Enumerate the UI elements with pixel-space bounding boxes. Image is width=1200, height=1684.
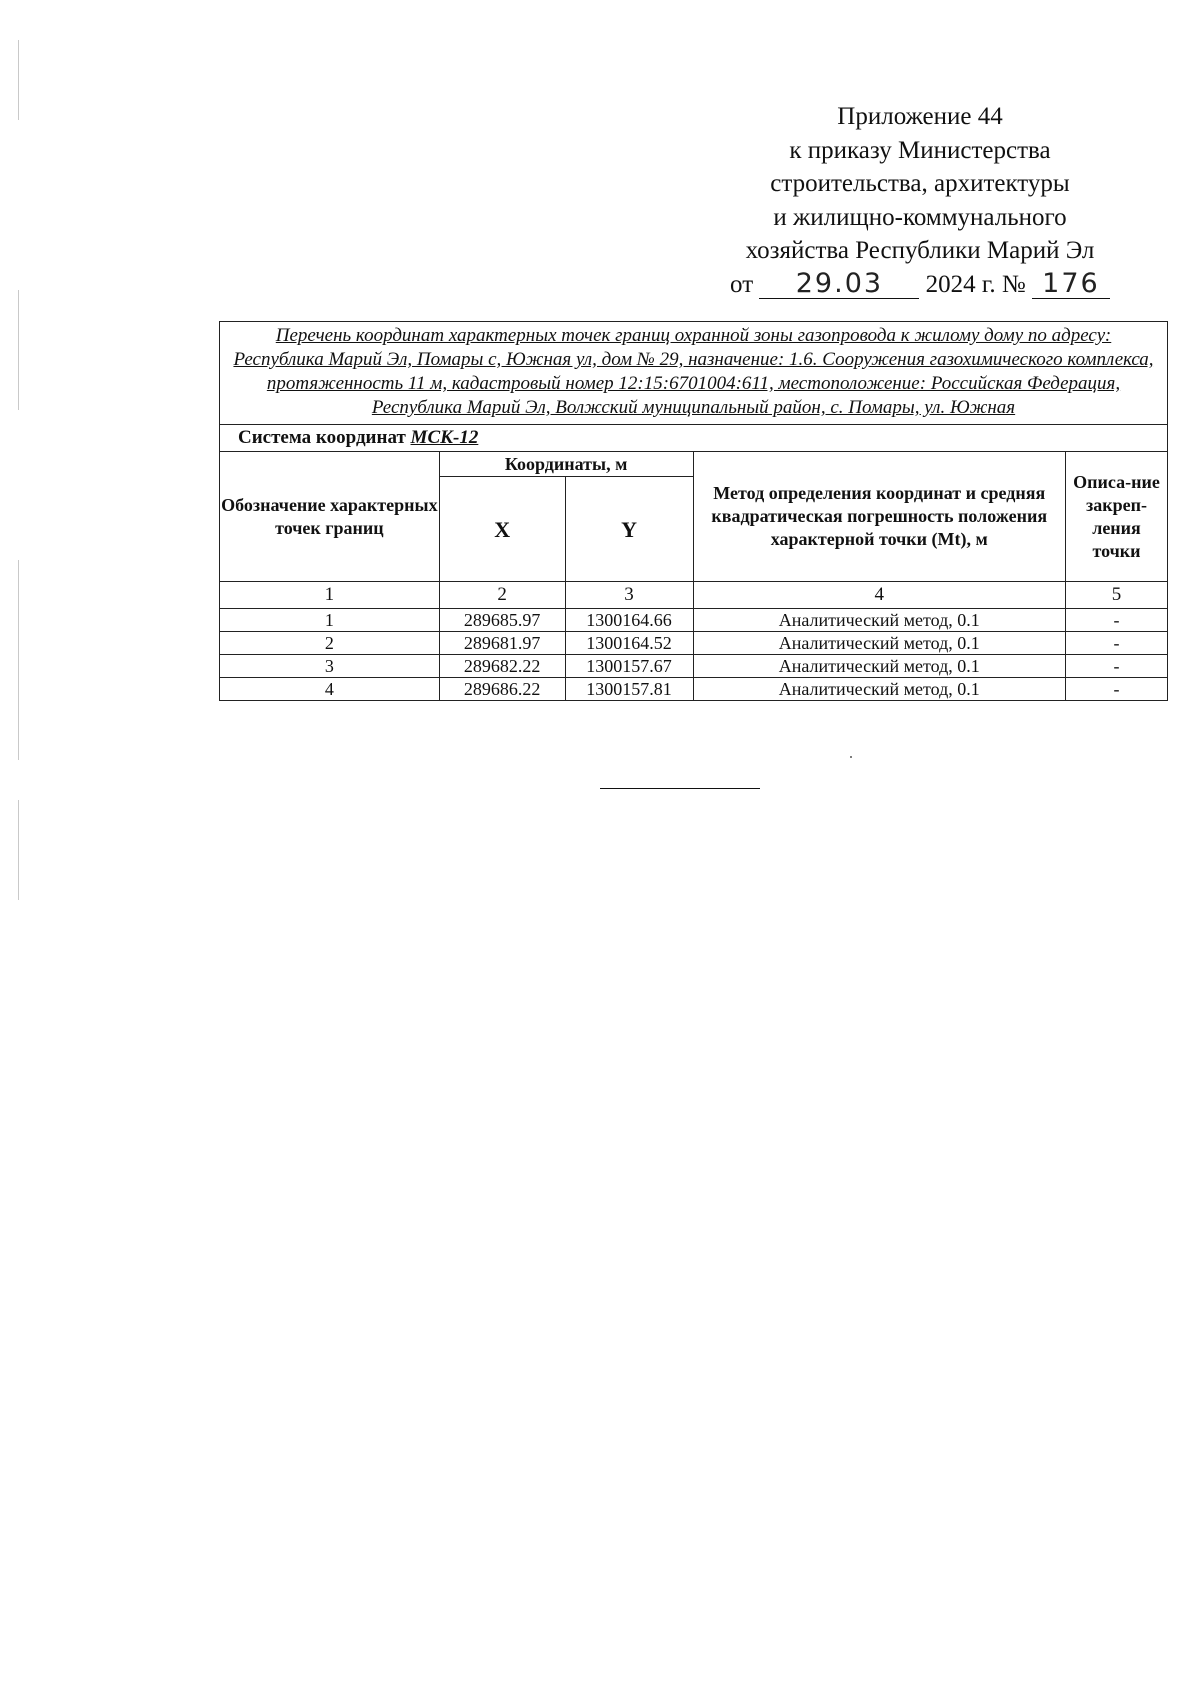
appendix-line: к приказу Министерства bbox=[789, 136, 1051, 164]
scan-margin-mark bbox=[18, 560, 19, 760]
header-y: Y bbox=[565, 477, 693, 582]
table-caption: Перечень координат характерных точек границ охранной зоны газопровода к жилому дому по адресу: Республика Марий Эл, Помары с, Южная ул, дом № 29, назначение: 1.6. Сооружения газохимического комплекса, протяженность 11 м, кадастровый номер 12:15:6701004:611, местоположение: Российская Федерация, Республика Марий Эл, Волжский муниципальный район, с. Помары, ул. Южная bbox=[220, 322, 1168, 425]
column-index-row bbox=[220, 582, 1168, 609]
column-index: 4 bbox=[693, 582, 1066, 609]
cell-point: 2 bbox=[220, 632, 440, 655]
appendix-line: Приложение 44 bbox=[837, 103, 1003, 130]
column-index: 3 bbox=[565, 582, 693, 609]
header-coordinates: Координаты, м bbox=[439, 452, 693, 477]
scan-speck bbox=[850, 756, 852, 758]
appendix-line: строительства, архитектуры bbox=[770, 170, 1070, 197]
cell-point: 3 bbox=[220, 655, 440, 678]
coordinate-system-label: Система координат bbox=[238, 427, 406, 448]
header-method: Метод определения координат и средняя квадратическая погрешность положения характерной точки (Mt), м bbox=[693, 452, 1066, 582]
cell-description: - bbox=[1066, 609, 1168, 632]
order-date-line bbox=[700, 268, 1140, 302]
scan-margin-mark bbox=[18, 290, 19, 410]
table-row bbox=[220, 678, 1168, 701]
column-index: 1 bbox=[220, 582, 440, 609]
order-date-field bbox=[759, 267, 919, 299]
cell-x: 289682.22 bbox=[439, 655, 565, 678]
table-row bbox=[220, 609, 1168, 632]
header-x: X bbox=[439, 477, 565, 582]
cell-description: - bbox=[1066, 655, 1168, 678]
date-prefix: от bbox=[730, 270, 754, 298]
header-description: Описа-ние закреп-ления точки bbox=[1066, 452, 1168, 582]
order-number-handwritten: 176 bbox=[1042, 267, 1100, 299]
cell-x: 289681.97 bbox=[439, 632, 565, 655]
table-row bbox=[220, 655, 1168, 678]
order-number-field bbox=[1032, 267, 1110, 299]
scan-margin-mark bbox=[18, 800, 19, 900]
cell-x: 289686.22 bbox=[439, 678, 565, 701]
cell-y: 1300164.66 bbox=[565, 609, 693, 632]
coordinates-table bbox=[219, 321, 1168, 701]
order-date-handwritten: 29.03 bbox=[795, 267, 884, 299]
cell-method: Аналитический метод, 0.1 bbox=[693, 655, 1066, 678]
header-point: Обозначение характерных точек границ bbox=[220, 452, 440, 582]
appendix-header bbox=[700, 100, 1140, 301]
cell-y: 1300164.52 bbox=[565, 632, 693, 655]
cell-point: 1 bbox=[220, 609, 440, 632]
appendix-line: и жилищно-коммунального bbox=[773, 203, 1067, 231]
cell-method: Аналитический метод, 0.1 bbox=[693, 609, 1066, 632]
cell-point: 4 bbox=[220, 678, 440, 701]
order-year-label: 2024 г. № bbox=[925, 270, 1026, 298]
appendix-line: хозяйства Республики Марий Эл bbox=[745, 237, 1095, 264]
cell-method: Аналитический метод, 0.1 bbox=[693, 632, 1066, 655]
column-index: 5 bbox=[1066, 582, 1168, 609]
cell-description: - bbox=[1066, 678, 1168, 701]
cell-x: 289685.97 bbox=[439, 609, 565, 632]
cell-method: Аналитический метод, 0.1 bbox=[693, 678, 1066, 701]
coordinate-system-value: МСК-12 bbox=[410, 427, 479, 448]
scan-margin-mark bbox=[18, 40, 19, 120]
coordinate-system-row bbox=[220, 425, 1168, 452]
cell-description: - bbox=[1066, 632, 1168, 655]
end-of-document-line bbox=[600, 788, 760, 789]
cell-y: 1300157.81 bbox=[565, 678, 693, 701]
cell-y: 1300157.67 bbox=[565, 655, 693, 678]
column-index: 2 bbox=[439, 582, 565, 609]
table-row bbox=[220, 632, 1168, 655]
